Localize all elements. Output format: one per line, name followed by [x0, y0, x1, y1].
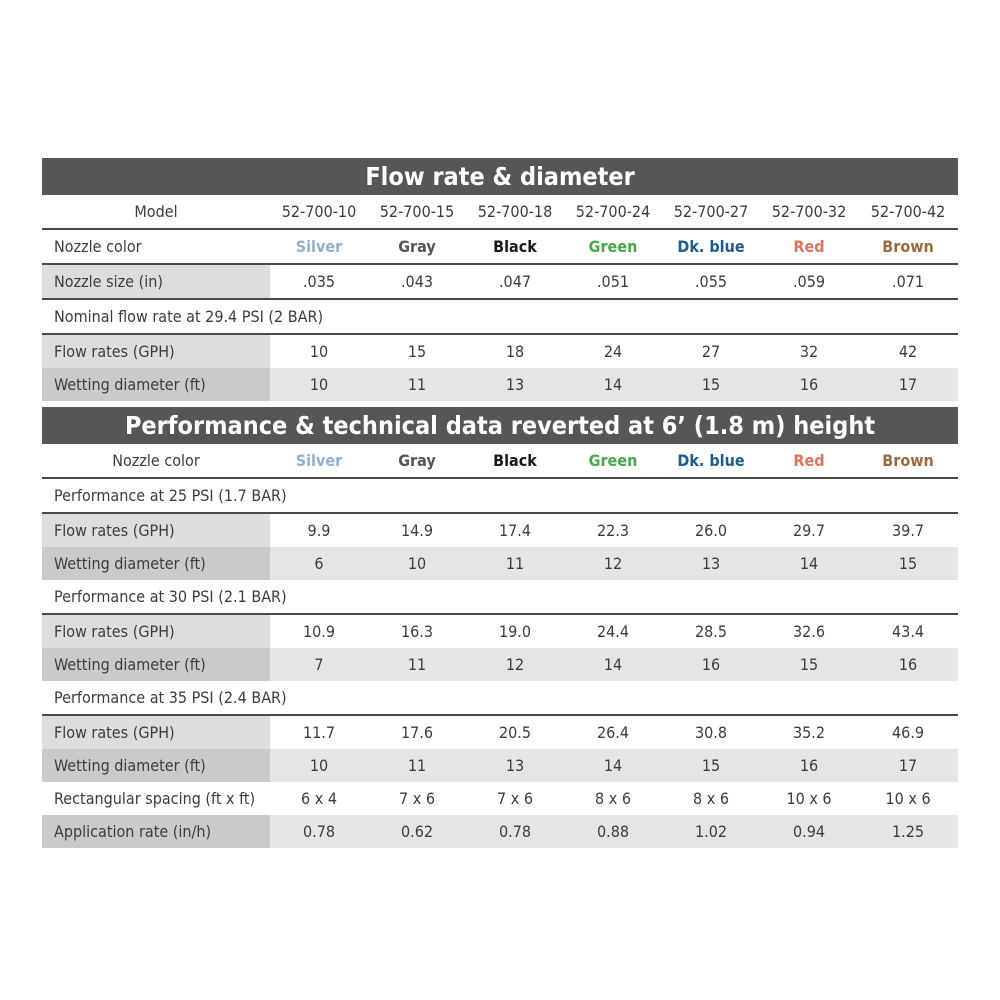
p25-label: Performance at 25 PSI (1.7 BAR)	[42, 478, 958, 513]
wetting-cell: 10	[270, 368, 368, 401]
wetting-label: Wetting diameter (ft)	[42, 547, 270, 580]
flow-cell: 18	[466, 334, 564, 368]
flow-label: Flow rates (GPH)	[42, 614, 270, 648]
p25-flow-row	[42, 513, 958, 547]
wetting-label: Wetting diameter (ft)	[42, 368, 270, 401]
nozzle-color-cell: Dk. blue	[662, 229, 760, 264]
flow-cell: 19.0	[466, 614, 564, 648]
section1-title: Flow rate & diameter	[42, 158, 958, 195]
wetting-cell: 17	[858, 368, 958, 401]
flow-cell: 17.4	[466, 513, 564, 547]
wetting-cell: 14	[564, 749, 662, 782]
nozzle-color-cell: Gray	[368, 229, 466, 264]
p35-wetting-row	[42, 749, 958, 782]
section2-title: Performance & technical data reverted at 6’ (1.8 m) height	[42, 407, 958, 444]
flow-cell: 16.3	[368, 614, 466, 648]
nozzle-color-label-2: Nozzle color	[112, 451, 200, 470]
spacing-cell: 8 x 6	[595, 789, 631, 808]
nozzle-color-cell: Green	[588, 451, 638, 470]
section2-header-row	[42, 407, 958, 444]
spacing-cell: 7 x 6	[399, 789, 435, 808]
nozzle-size-cell: .035	[270, 264, 368, 299]
spacing-cell: 10 x 6	[786, 789, 832, 808]
wetting-cell: 15	[858, 547, 958, 580]
nozzle-color-cell: Gray	[398, 451, 436, 470]
wetting-cell: 7	[270, 648, 368, 681]
model-label: Model	[134, 202, 178, 221]
wetting-cell: 6	[270, 547, 368, 580]
spacing-cell: 6 x 4	[301, 789, 337, 808]
flow-cell: 15	[368, 334, 466, 368]
flow-label: Flow rates (GPH)	[42, 715, 270, 749]
model-cell: 52-700-27	[673, 202, 749, 221]
application-cell: 0.94	[760, 815, 858, 848]
nozzle-color-cell: Black	[493, 451, 537, 470]
wetting-cell: 12	[564, 547, 662, 580]
application-cell: 0.62	[368, 815, 466, 848]
model-cell: 52-700-15	[379, 202, 455, 221]
nozzle-color-cell: Silver	[295, 451, 343, 470]
spacing-label: Rectangular spacing (ft x ft)	[54, 789, 256, 808]
flow-cell: 20.5	[466, 715, 564, 749]
wetting-cell: 16	[760, 368, 858, 401]
wetting-cell: 13	[662, 547, 760, 580]
nozzle-color-cell: Black	[466, 229, 564, 264]
flow-cell: 30.8	[662, 715, 760, 749]
nozzle-color-cell: Green	[564, 229, 662, 264]
spec-table	[42, 158, 958, 848]
p30-flow-row	[42, 614, 958, 648]
wetting-cell: 11	[368, 749, 466, 782]
wetting-cell: 15	[662, 368, 760, 401]
flow-cell: 10	[270, 334, 368, 368]
wetting-cell: 17	[858, 749, 958, 782]
wetting-cell: 10	[368, 547, 466, 580]
nozzle-color-label: Nozzle color	[42, 229, 270, 264]
wetting-label: Wetting diameter (ft)	[42, 648, 270, 681]
nominal-label: Nominal flow rate at 29.4 PSI (2 BAR)	[42, 299, 958, 334]
wetting-cell: 10	[270, 749, 368, 782]
spacing-row	[42, 782, 958, 815]
model-cell: 52-700-10	[281, 202, 357, 221]
wetting-cell: 16	[760, 749, 858, 782]
wetting-cell: 13	[466, 368, 564, 401]
flow-label: Flow rates (GPH)	[42, 513, 270, 547]
p30-label: Performance at 30 PSI (2.1 BAR)	[54, 587, 287, 606]
p25-wetting-row	[42, 547, 958, 580]
section1-header-row	[42, 158, 958, 195]
flow-cell: 26.0	[662, 513, 760, 547]
spacing-cell: 10 x 6	[885, 789, 931, 808]
nozzle-color-cell: Brown	[858, 229, 958, 264]
wetting-cell: 11	[368, 368, 466, 401]
nozzle-size-cell: .043	[368, 264, 466, 299]
flow-cell: 14.9	[368, 513, 466, 547]
spacing-cell: 8 x 6	[693, 789, 729, 808]
spec-table-container	[42, 158, 958, 848]
flow-cell: 39.7	[858, 513, 958, 547]
flow-row	[42, 334, 958, 368]
flow-cell: 22.3	[564, 513, 662, 547]
nominal-row	[42, 299, 958, 334]
p30-label-row	[42, 580, 958, 614]
wetting-cell: 14	[760, 547, 858, 580]
flow-cell: 32.6	[760, 614, 858, 648]
application-cell: 0.88	[564, 815, 662, 848]
model-cell: 52-700-32	[771, 202, 847, 221]
wetting-cell: 16	[858, 648, 958, 681]
application-cell: 0.78	[270, 815, 368, 848]
application-label: Application rate (in/h)	[42, 815, 270, 848]
application-cell: 0.78	[466, 815, 564, 848]
nozzle-color-cell: Red	[793, 451, 825, 470]
flow-cell: 24.4	[564, 614, 662, 648]
model-cell: 52-700-42	[870, 202, 946, 221]
flow-cell: 46.9	[858, 715, 958, 749]
nozzle-size-cell: .055	[662, 264, 760, 299]
wetting-cell: 11	[368, 648, 466, 681]
wetting-cell: 11	[466, 547, 564, 580]
p25-label-row	[42, 478, 958, 513]
p35-label: Performance at 35 PSI (2.4 BAR)	[54, 688, 287, 707]
flow-cell: 35.2	[760, 715, 858, 749]
flow-cell: 27	[662, 334, 760, 368]
wetting-cell: 16	[662, 648, 760, 681]
nozzle-color-cell: Brown	[882, 451, 934, 470]
flow-cell: 29.7	[760, 513, 858, 547]
wetting-label: Wetting diameter (ft)	[42, 749, 270, 782]
nozzle-size-cell: .071	[858, 264, 958, 299]
flow-cell: 11.7	[270, 715, 368, 749]
nozzle-size-row	[42, 264, 958, 299]
flow-cell: 43.4	[858, 614, 958, 648]
wetting-cell: 14	[564, 648, 662, 681]
nozzle-color-row	[42, 229, 958, 264]
application-cell: 1.25	[858, 815, 958, 848]
p35-label-row	[42, 681, 958, 715]
nozzle-color-cell: Silver	[270, 229, 368, 264]
nozzle-size-cell: .047	[466, 264, 564, 299]
application-cell: 1.02	[662, 815, 760, 848]
flow-cell: 32	[760, 334, 858, 368]
flow-cell: 24	[564, 334, 662, 368]
wetting-cell: 12	[466, 648, 564, 681]
flow-cell: 10.9	[270, 614, 368, 648]
wetting-cell: 15	[760, 648, 858, 681]
wetting-row	[42, 368, 958, 401]
nozzle-color-row-2	[42, 444, 958, 478]
nozzle-size-cell: .051	[564, 264, 662, 299]
model-cell: 52-700-24	[575, 202, 651, 221]
p30-wetting-row	[42, 648, 958, 681]
wetting-cell: 15	[662, 749, 760, 782]
model-cell: 52-700-18	[477, 202, 553, 221]
nozzle-color-cell: Red	[760, 229, 858, 264]
spacing-cell: 7 x 6	[497, 789, 533, 808]
flow-cell: 26.4	[564, 715, 662, 749]
model-row	[42, 195, 958, 229]
flow-cell: 28.5	[662, 614, 760, 648]
flow-cell: 42	[858, 334, 958, 368]
p35-flow-row	[42, 715, 958, 749]
wetting-cell: 13	[466, 749, 564, 782]
application-row	[42, 815, 958, 848]
flow-cell: 17.6	[368, 715, 466, 749]
nozzle-color-cell: Dk. blue	[677, 451, 745, 470]
nozzle-size-cell: .059	[760, 264, 858, 299]
nozzle-size-label: Nozzle size (in)	[42, 264, 270, 299]
flow-label: Flow rates (GPH)	[42, 334, 270, 368]
flow-cell: 9.9	[270, 513, 368, 547]
wetting-cell: 14	[564, 368, 662, 401]
